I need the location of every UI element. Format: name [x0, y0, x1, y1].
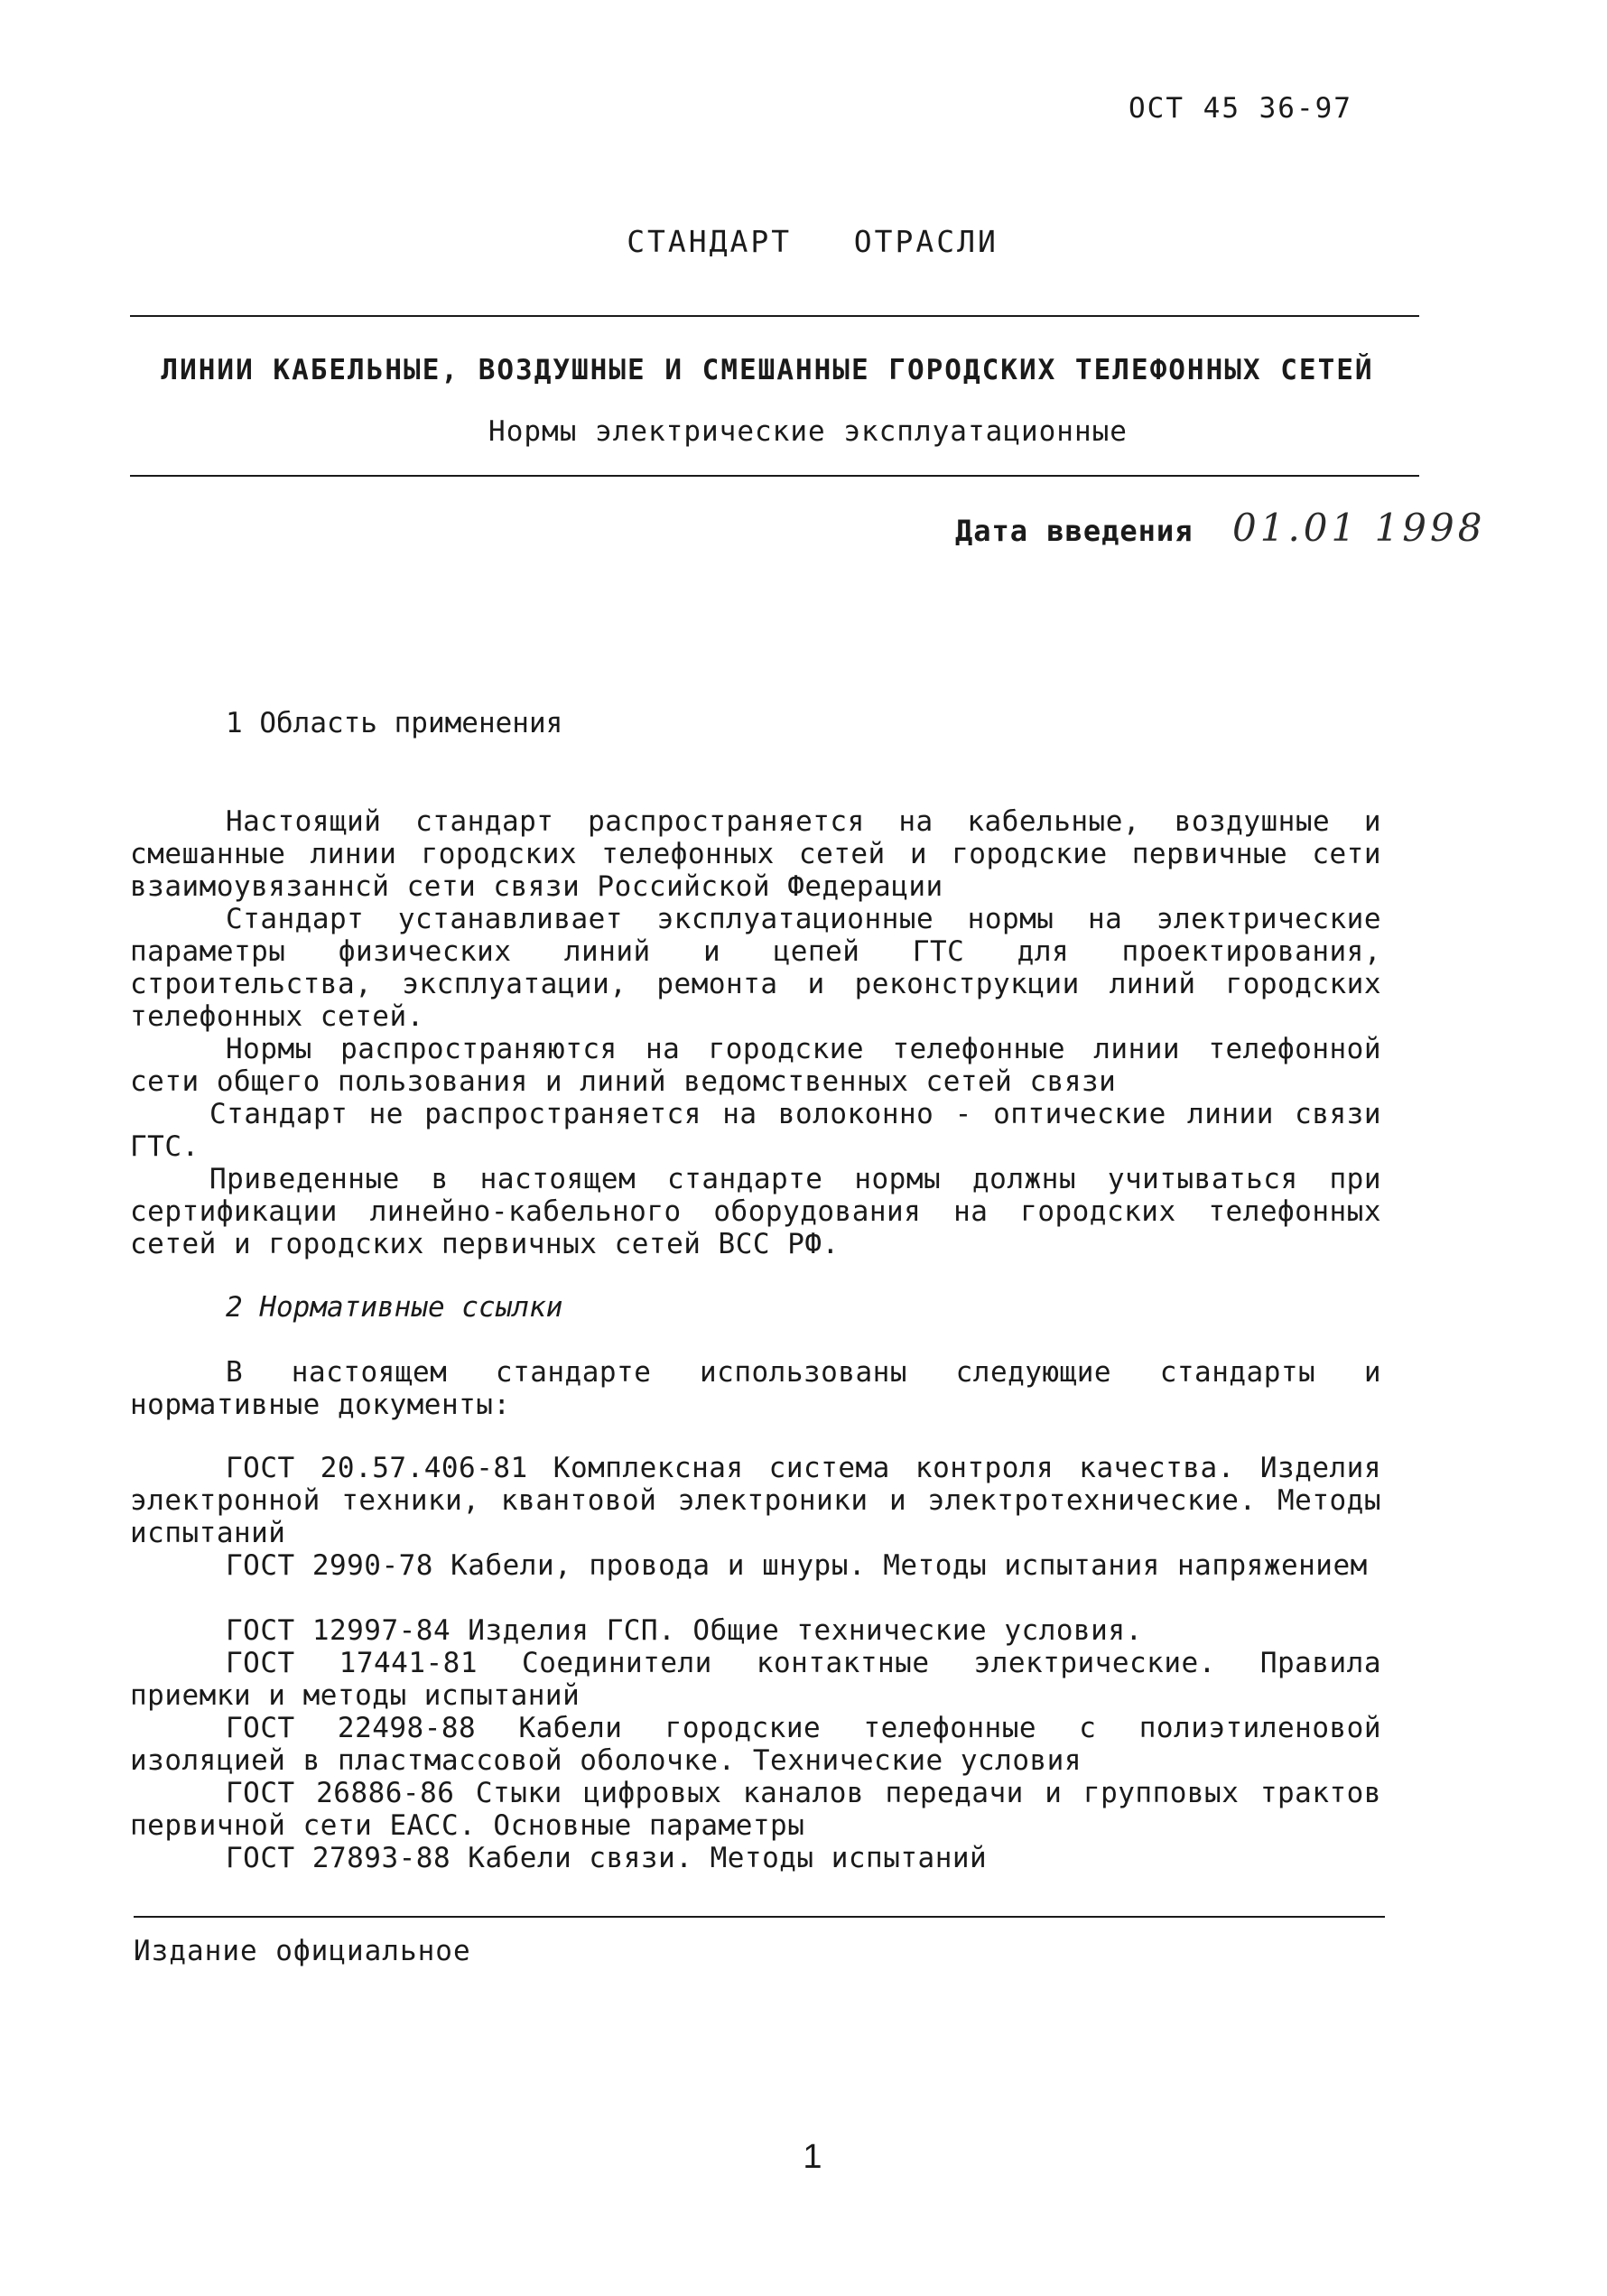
- document-subtitle: Нормы электрические эксплуатационные: [488, 415, 1128, 448]
- reference-item: ГОСТ 20.57.406-81 Комплексная система контроля качества. Изделия электронной техники, квантовой электроники и электротехнические. Методы испытаний: [130, 1452, 1381, 1549]
- paragraph: Стандарт не распространяется на волоконно - оптические линии связи ГТС.: [130, 1098, 1381, 1163]
- edition-note: Издание официальное: [134, 1935, 471, 1967]
- title-top-rule: [130, 315, 1419, 317]
- reference-item: ГОСТ 2990-78 Кабели, провода и шнуры. Методы испытания напряжением: [226, 1549, 1368, 1582]
- introduction-date-handwritten: 01.01 1998: [1232, 506, 1486, 550]
- standard-type: СТАНДАРТ ОТРАСЛИ: [627, 224, 999, 259]
- paragraph: Настоящий стандарт распространяется на кабельные, воздушные и смешанные линии городских телефонных сетей и городские первичные сети взаимоувязаннсй сети связи Российской Федерации: [130, 805, 1381, 903]
- paragraph: Приведенные в настоящем стандарте нормы должны учитываться при сертификации линейно-кабельного оборудования на городских телефонных сетей и городских первичных сетей ВСС РФ.: [130, 1163, 1381, 1260]
- paragraph: Стандарт устанавливает эксплуатационные нормы на электрические параметры физических линий и цепей ГТС для проектирования, строительства, эксплуатации, ремонта и реконструкции линий городских телефонных сетей.: [130, 903, 1381, 1033]
- title-bottom-rule: [130, 475, 1419, 477]
- footer-rule: [134, 1916, 1385, 1918]
- reference-item: ГОСТ 17441-81 Соединители контактные электрические. Правила приемки и методы испытаний: [130, 1647, 1381, 1712]
- document-title: ЛИНИИ КАБЕЛЬНЫЕ, ВОЗДУШНЫЕ И СМЕШАННЫЕ ГОРОДСКИХ ТЕЛЕФОННЫХ СЕТЕЙ: [161, 354, 1374, 386]
- page-number: 1: [803, 2138, 822, 2176]
- reference-item: ГОСТ 27893-88 Кабели связи. Методы испытаний: [226, 1842, 988, 1874]
- document-number: ОСТ 45 36-97: [1129, 92, 1352, 125]
- reference-item: ГОСТ 12997-84 Изделия ГСП. Общие технические условия.: [226, 1614, 1143, 1647]
- section-heading-scope: 1 Область применения: [226, 707, 563, 739]
- reference-item: ГОСТ 26886-86 Стыки цифровых каналов передачи и групповых трактов первичной сети ЕАСС. Основные параметры: [130, 1777, 1381, 1842]
- reference-item: ГОСТ 22498-88 Кабели городские телефонные с полиэтиленовой изоляцией в пластмассовой оболочке. Технические условия: [130, 1712, 1381, 1777]
- paragraph: Нормы распространяются на городские телефонные линии телефонной сети общего пользования и линий ведомственных сетей связи: [130, 1033, 1381, 1098]
- section-heading-references: 2 Нормативные ссылки: [226, 1291, 563, 1324]
- introduction-date-label: Дата введения: [955, 514, 1194, 548]
- references-intro: В настоящем стандарте использованы следующие стандарты и нормативные документы:: [130, 1356, 1381, 1421]
